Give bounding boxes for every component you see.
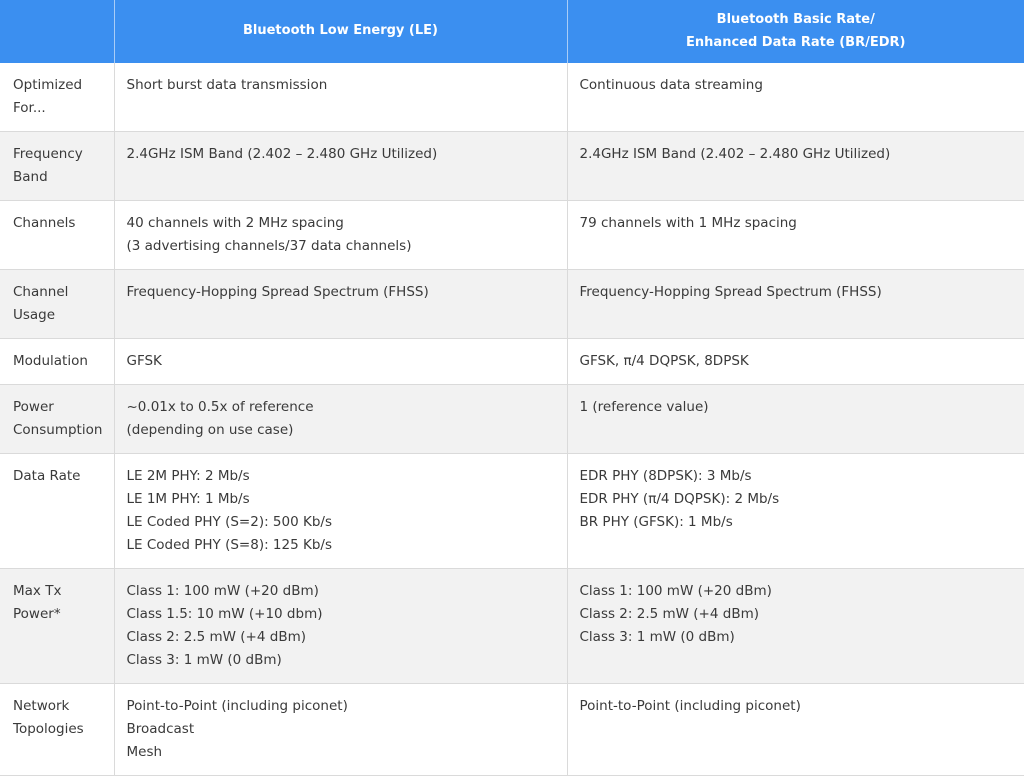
le-value-line: Mesh xyxy=(126,744,163,760)
bredr-value-line: Class 3: 1 mW (0 dBm) xyxy=(579,629,735,645)
bredr-value-cell xyxy=(567,454,1024,569)
le-value-line: Class 2: 2.5 mW (+4 dBm) xyxy=(126,629,306,645)
row-label-line: Topologies xyxy=(13,721,84,737)
bredr-value-cell xyxy=(567,569,1024,684)
bredr-value-line: BR PHY (GFSK): 1 Mb/s xyxy=(579,514,733,530)
row-label-line: Network xyxy=(13,698,70,714)
le-value-line: Frequency-Hopping Spread Spectrum (FHSS) xyxy=(126,284,429,300)
row-label-line: Band xyxy=(13,169,48,185)
bredr-value-line: 2.4GHz ISM Band (2.402 – 2.480 GHz Utilized) xyxy=(579,146,891,162)
bredr-value-line: Continuous data streaming xyxy=(579,77,763,93)
le-value-cell xyxy=(114,385,567,454)
row-label-cell xyxy=(0,385,114,454)
le-value-cell xyxy=(114,454,567,569)
bredr-value-cell xyxy=(567,339,1024,385)
le-value-line: Class 1.5: 10 mW (+10 dbm) xyxy=(126,606,323,622)
le-value-line: Class 1: 100 mW (+20 dBm) xyxy=(126,583,319,599)
le-value-cell xyxy=(114,63,567,132)
row-label-line: Frequency xyxy=(13,146,83,162)
le-value-line: Point-to-Point (including piconet) xyxy=(126,698,348,714)
header-bredr-line2: Enhanced Data Rate (BR/EDR) xyxy=(686,34,906,50)
bredr-value-cell xyxy=(567,132,1024,201)
le-value-line: Class 3: 1 mW (0 dBm) xyxy=(126,652,282,668)
bredr-value-cell xyxy=(567,270,1024,339)
le-value-line: LE Coded PHY (S=8): 125 Kb/s xyxy=(126,537,332,553)
row-label-cell xyxy=(0,270,114,339)
table-row xyxy=(0,63,1024,132)
bredr-value-line: EDR PHY (π/4 DQPSK): 2 Mb/s xyxy=(579,491,780,507)
header-bredr-line1: Bluetooth Basic Rate/ xyxy=(716,11,875,27)
row-label-line: Modulation xyxy=(13,353,88,369)
le-value-line: Broadcast xyxy=(126,721,195,737)
table-row xyxy=(0,569,1024,684)
bredr-value-cell xyxy=(567,201,1024,270)
row-label-line: Channels xyxy=(13,215,76,231)
row-label-line: For... xyxy=(13,100,46,116)
le-value-line: 2.4GHz ISM Band (2.402 – 2.480 GHz Utilized) xyxy=(126,146,438,162)
table-row xyxy=(0,339,1024,385)
table-row xyxy=(0,132,1024,201)
row-label-cell xyxy=(0,63,114,132)
bredr-value-cell xyxy=(567,684,1024,776)
le-value-line: GFSK xyxy=(126,353,162,369)
le-value-line: ~0.01x to 0.5x of reference xyxy=(126,399,314,415)
row-label-line: Channel xyxy=(13,284,69,300)
le-value-cell xyxy=(114,270,567,339)
row-label-cell xyxy=(0,684,114,776)
le-value-line: LE Coded PHY (S=2): 500 Kb/s xyxy=(126,514,332,530)
table-row xyxy=(0,385,1024,454)
le-value-cell xyxy=(114,339,567,385)
le-value-cell xyxy=(114,201,567,270)
table-body xyxy=(0,63,1024,776)
le-value-line: LE 1M PHY: 1 Mb/s xyxy=(126,491,250,507)
table-row xyxy=(0,684,1024,776)
bredr-value-line: Frequency-Hopping Spread Spectrum (FHSS) xyxy=(579,284,882,300)
header-corner-cell xyxy=(0,0,114,63)
le-value-cell xyxy=(114,684,567,776)
row-label-cell xyxy=(0,454,114,569)
bredr-value-line: 79 channels with 1 MHz spacing xyxy=(579,215,797,231)
le-value-line: (3 advertising channels/37 data channels) xyxy=(126,238,412,254)
le-value-line: 40 channels with 2 MHz spacing xyxy=(126,215,344,231)
row-label-cell xyxy=(0,201,114,270)
row-label-line: Data Rate xyxy=(13,468,81,484)
row-label-line: Max Tx xyxy=(13,583,62,599)
row-label-line: Power xyxy=(13,399,54,415)
header-le-label: Bluetooth Low Energy (LE) xyxy=(243,23,438,38)
header-le xyxy=(114,0,567,63)
bredr-value-line: Point-to-Point (including piconet) xyxy=(579,698,801,714)
row-label-cell xyxy=(0,569,114,684)
row-label-line: Optimized xyxy=(13,77,83,93)
row-label-cell xyxy=(0,339,114,385)
table-row xyxy=(0,201,1024,270)
table-row xyxy=(0,454,1024,569)
bredr-value-line: Class 1: 100 mW (+20 dBm) xyxy=(579,583,772,599)
table-row xyxy=(0,270,1024,339)
le-value-cell xyxy=(114,132,567,201)
bredr-value-line: Class 2: 2.5 mW (+4 dBm) xyxy=(579,606,759,622)
row-label-line: Power* xyxy=(13,606,61,622)
bredr-value-line: 1 (reference value) xyxy=(579,399,709,415)
le-value-line: Short burst data transmission xyxy=(126,77,328,93)
bredr-value-cell xyxy=(567,63,1024,132)
bredr-value-cell xyxy=(567,385,1024,454)
le-value-cell xyxy=(114,569,567,684)
header-row xyxy=(0,0,1024,63)
header-bredr xyxy=(567,0,1024,63)
le-value-line: LE 2M PHY: 2 Mb/s xyxy=(126,468,250,484)
row-label-line: Consumption xyxy=(13,422,103,438)
row-label-line: Usage xyxy=(13,307,56,323)
bredr-value-line: GFSK, π/4 DQPSK, 8DPSK xyxy=(579,353,749,369)
le-value-line: (depending on use case) xyxy=(126,422,294,438)
bredr-value-line: EDR PHY (8DPSK): 3 Mb/s xyxy=(579,468,752,484)
row-label-cell xyxy=(0,132,114,201)
